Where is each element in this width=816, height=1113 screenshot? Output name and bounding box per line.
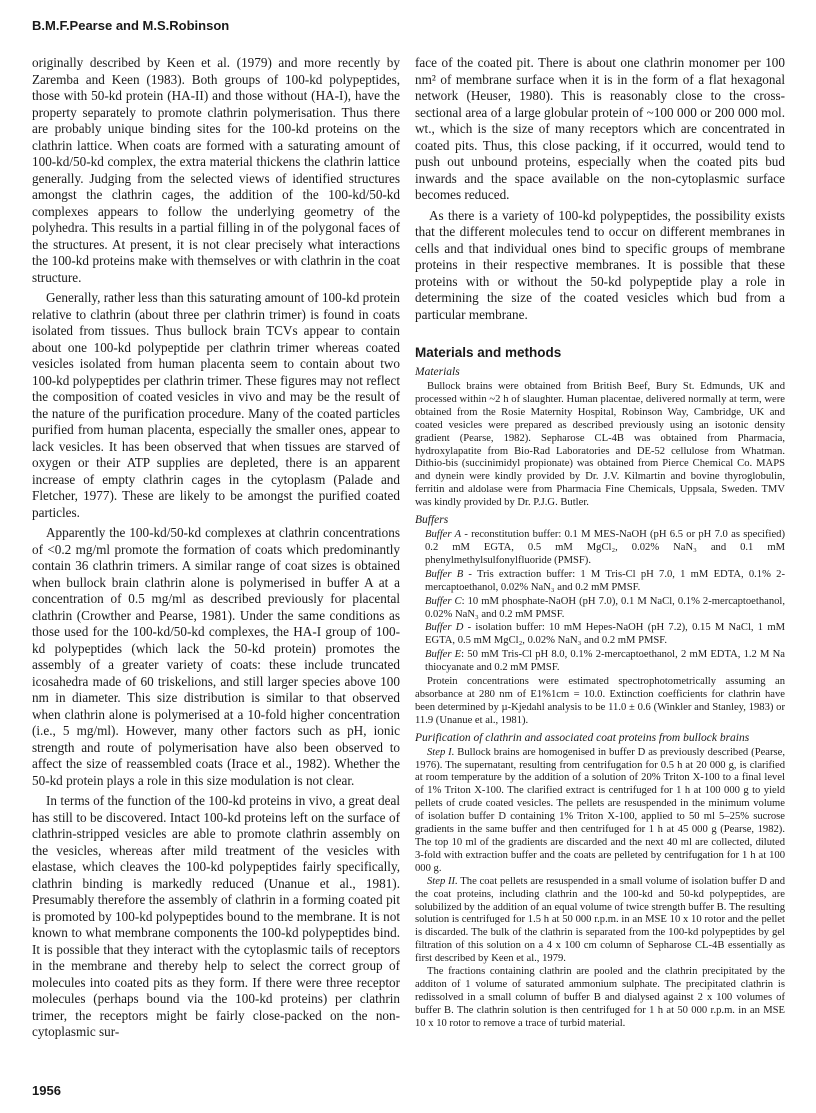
page-number: 1956 <box>32 1083 61 1098</box>
materials-paragraph: Bullock brains were obtained from British Beef, Bury St. Edmunds, UK and processed within ~2 h of slaughter. Human placentae, delivered normally at term, were obtained from the Rosie Maternity Hospital, Robinson Way, Cambridge, UK and coated vesicles were prepared as described previously using an isotonic density gradient (Pearse, 1982). Sepharose CL-4B was obtained from Pharmacia, hydroxylapatite from Bio-Rad Laboratories and DE-52 cellulose from Whatman. Dithio-bis (succinimidyl propionate) was obtained from Pierce Chemical Co. MAPS and dynein were kindly provided by Dr. J.V. Kilmartin and bovine thyroglobulin, ferritin and aldolase were from Pharmacia Fine Chemicals, Uppsala, Sweden. TMV was kindly provided by Dr. P.J.G. Butler. <box>415 381 785 509</box>
buffer-description: - isolation buffer: 10 mM Hepes-NaOH (pH 7.2), 0.15 M NaCl, 1 mM EGTA, 0.5 mM MgCl₂, 0.02% NaN₃ and 0.2 mM PMSF. <box>425 622 786 647</box>
step-name: Step I. <box>427 746 455 758</box>
running-header: B.M.F.Pearse and M.S.Robinson <box>32 18 230 33</box>
step-description: The coat pellets are resuspended in a small volume of isolation buffer D and the coat proteins, including clathrin and the 100-kd and 50-kd polypeptides, are solubilized by the addition of an equal volume of twice strength buffer B. The resulting solution is centrifuged for 1.5 h at 50 000 r.p.m. in an MSE 10 x 10 rotor and the pellet is discarded. The bulk of the clathrin is separated from the 100-kd polypeptides by gel filtration of this solution on a 4 x 100 cm column of Sepharose CL-4B essentially as first described by Keen et al., 1979. <box>415 875 786 965</box>
body-paragraph: Apparently the 100-kd/50-kd complexes at clathrin concentrations of <0.2 mg/ml promote the formation of coats which predominantly contain 36 clathrin trimers. A similar range of coat sizes is obtained when bullock brain clathrin alone is polymerised in buffer A at a concentration of 0.5 mg/ml as described previously for placental clathrin (Crowther and Pearse, 1981). Under the same conditions as those used for the 100-kd/50-kd complexes, the HA-I group of 100-kd polypeptides (which lack the 50-kd protein) promotes the assembly of a greater variety of coats: these include truncated icosahedra made of 60 triskelions, and still larger species above 100 nm in diameter. This size distribution is similar to that observed when clathrin alone is polymerised at a 10-fold higher concentration (i.e., 5 mg/ml). However, many other factors such as pH, ionic strength and route of polymerisation have also been observed to affect the size of reassembled coats (Irace et al., 1982). Whether the 50-kd protein plays a role in this size modulation is not clear. <box>32 525 400 788</box>
subheading-purification: Purification of clathrin and associated coat proteins from bullock brains <box>415 731 750 744</box>
buffer-name: Buffer E <box>425 649 462 661</box>
step-paragraph <box>415 747 785 876</box>
buffer-name: Buffer B <box>425 568 464 580</box>
buffer-entry <box>415 569 785 595</box>
final-paragraph: The fractions containing clathrin are pooled and the clathrin precipitated by the additon of 1 volume of saturated ammonium sulphate. The precipitated clathrin is redissolved in a small column of buffer B and dialysed against 2 x 100 volumes of buffer B. The clathrin solution is then centrifuged for 1 h at 50 000 r.p.m. in an MSE 10 x 10 rotor to remove a trace of turbid material. <box>415 966 785 1029</box>
buffer-name: Buffer C <box>425 595 462 607</box>
buffer-description: - Tris extraction buffer: 1 M Tris-Cl pH 7.0, 1 mM EDTA, 0.1% 2-mercaptoethanol, 0.02% NaN₃ and 0.2 mM PMSF. <box>425 568 785 593</box>
buffer-description: : 10 mM phosphate-NaOH (pH 7.0), 0.1 M NaCl, 0.1% 2-mercaptoethanol, 0.02% NaN₃ and 0.2 mM PMSF. <box>425 595 786 620</box>
body-paragraph: As there is a variety of 100-kd polypeptides, the possibility exists that the different molecules tend to occur on different membranes in cells and that individual ones bind to specific groups of membrane proteins in their respective membranes. It is possible that these proteins with or without the 50-kd polypeptide play a role in determining the size of the coated vesicles which bud from a particular membrane. <box>415 207 785 322</box>
step-paragraph <box>415 876 785 966</box>
subheading-buffers: Buffers <box>415 514 449 527</box>
buffer-entry <box>415 529 785 568</box>
step-name: Step II. <box>427 875 458 887</box>
buffer-name: Buffer A <box>425 529 462 541</box>
left-column <box>32 55 400 1041</box>
body-paragraph: face of the coated pit. There is about one clathrin monomer per 100 nm² of membrane surface when it is in the form of a flat hexagonal network (Heuser, 1980). This is reasonably close to the cross-sectional area of a large globular protein of ~100 000 or 200 000 mol. wt., which is the size of many receptors which are concentrated in coated pits. Thus, this close packing, if it occurred, would tend to push out unbound proteins, especially when the coated pits bud inwards and the space available on the non-cytoplasmic surface becomes reduced. <box>415 55 785 202</box>
section-heading-materials-and-methods: Materials and methods <box>415 345 562 360</box>
buffer-entry <box>415 649 785 675</box>
buffer-name: Buffer D <box>425 622 464 634</box>
right-column <box>415 55 785 1031</box>
buffer-description: - reconstitution buffer: 0.1 M MES-NaOH (pH 6.5 or pH 7.0 as specified) 0.2 mM EGTA, 0.5 mM MgCl₂, 0.02% NaN₃ and 0.1 mM phenylmethylsulfonylfluoride (PMSF). <box>425 529 785 566</box>
buffer-entry <box>415 622 785 648</box>
buffer-entry <box>415 596 785 622</box>
protein-concentration-paragraph: Protein concentrations were estimated spectrophotometrically assuming an absorbance at 280 nm of E1%1cm = 10.0. Extinction coefficients for clathrin have been determined by µ-Kjedahl analysis to be 11.0 ± 0.6 (Winkler and Stanley, 1983) or 11.9 (Unanue et al., 1981). <box>415 676 785 726</box>
body-paragraph: In terms of the function of the 100-kd proteins in vivo, a great deal has still to be discovered. Intact 100-kd proteins left on the surface of clathrin-stripped vesicles are able to promote clathrin assembly on the vesicles, whereas after mild treatment of the vesicles with elastase, which cleaves the 100-kd polypeptides fairly specifically, clathrin binding is markedly reduced (Unanue et al., 1981). Presumably therefore the assembly of clathrin in a forming coated pit is promoted by 100-kd polypeptides bound to the membrane. It is not known to what membrane components the 100-kd polypeptides bind. It is possible that they interact with the cytoplasmic tails of receptors in the membrane and thereby help to select the correct group of molecules into coated pits as they form. If there were three receptor molecules (perhaps bound via the 100-kd proteins) per clathrin trimer, the receptors might be fairly close-packed on the non-cytoplasmic sur- <box>32 793 400 1039</box>
subheading-materials: Materials <box>415 366 460 378</box>
buffer-description: : 50 mM Tris-Cl pH 8.0, 0.1% 2-mercaptoethanol, 2 mM EDTA, 1.2 M Na thiocyanate and 0.2 mM PMSF. <box>425 649 785 674</box>
body-paragraph: Generally, rather less than this saturating amount of 100-kd protein relative to clathrin (about three per clathrin trimer) is found in coats isolated from tissues. Thus bullock brain TCVs appear to contain about one 100-kd polypeptide per clathrin trimer whereas coated vesicles isolated from human placenta seem to contain about two 100-kd polypeptides per clathrin trimer. These figures may not reflect the composition of coated vesicles in vivo and may be the result of the nature of the purification procedure. Many of the coated particles purified from human placenta, especially the smaller ones, appear to lack vesicles. It has been observed that when tissues are starved of oxygen or their ATP supplies are depleted, there is an apparent increase of empty clathrin cages in the cytoplasm (Palade and Fletcher, 1977). These are likely to be amongst the purified coated particles. <box>32 290 400 520</box>
step-description: Bullock brains are homogenised in buffer D as previously described (Pearse, 1976). The supernatant, resulting from centrifugation for 0.5 h at 20 000 g, is clarified at room temperature by the addition of a solution of 20% Triton X-100 to a final level of 1% Triton X-100. The clarified extract is centrifuged for 1 h at 100 000 g to yield pellets of crude coated vesicles. The pellets are resuspended in the minimum volume of isolation buffer D containing 1% Triton X-100, applied to 50 ml 5–25% sucrose gradients in the same buffer and then centrifuged for 1 h at 45 000 g (Pearse, 1982). The top 10 ml of the gradients are discarded and the next 40 ml are collected, diluted 3-fold with extraction buffer and the coats are pelleted by centrifugation for 1 h at 100 000 g. <box>415 746 785 874</box>
body-paragraph: originally described by Keen et al. (1979) and more recently by Zaremba and Keen (1983). Both groups of 100-kd polypeptides, those with 50-kd protein (HA-II) and those without (HA-I), have the property separately to promote clathrin polymerisation. Thus there are probably unique binding sites for the 100-kd proteins on the clathrin lattice. When coats are formed with a saturating amount of 100-kd/50-kd complex, the extra material thickens the clathrin lattice generally. Judging from the selected views of identified structures amongst the clathrin cages, the addition of the 100-kd/50-kd complexes appears to follow the underlying geometry of the polyhedra. This results in a partial filling in of the polygonal faces of the structures. At present, it is not clear precisely what interactions the 100-kd proteins make with themselves or with clathrin in the coat structure. <box>32 55 400 285</box>
